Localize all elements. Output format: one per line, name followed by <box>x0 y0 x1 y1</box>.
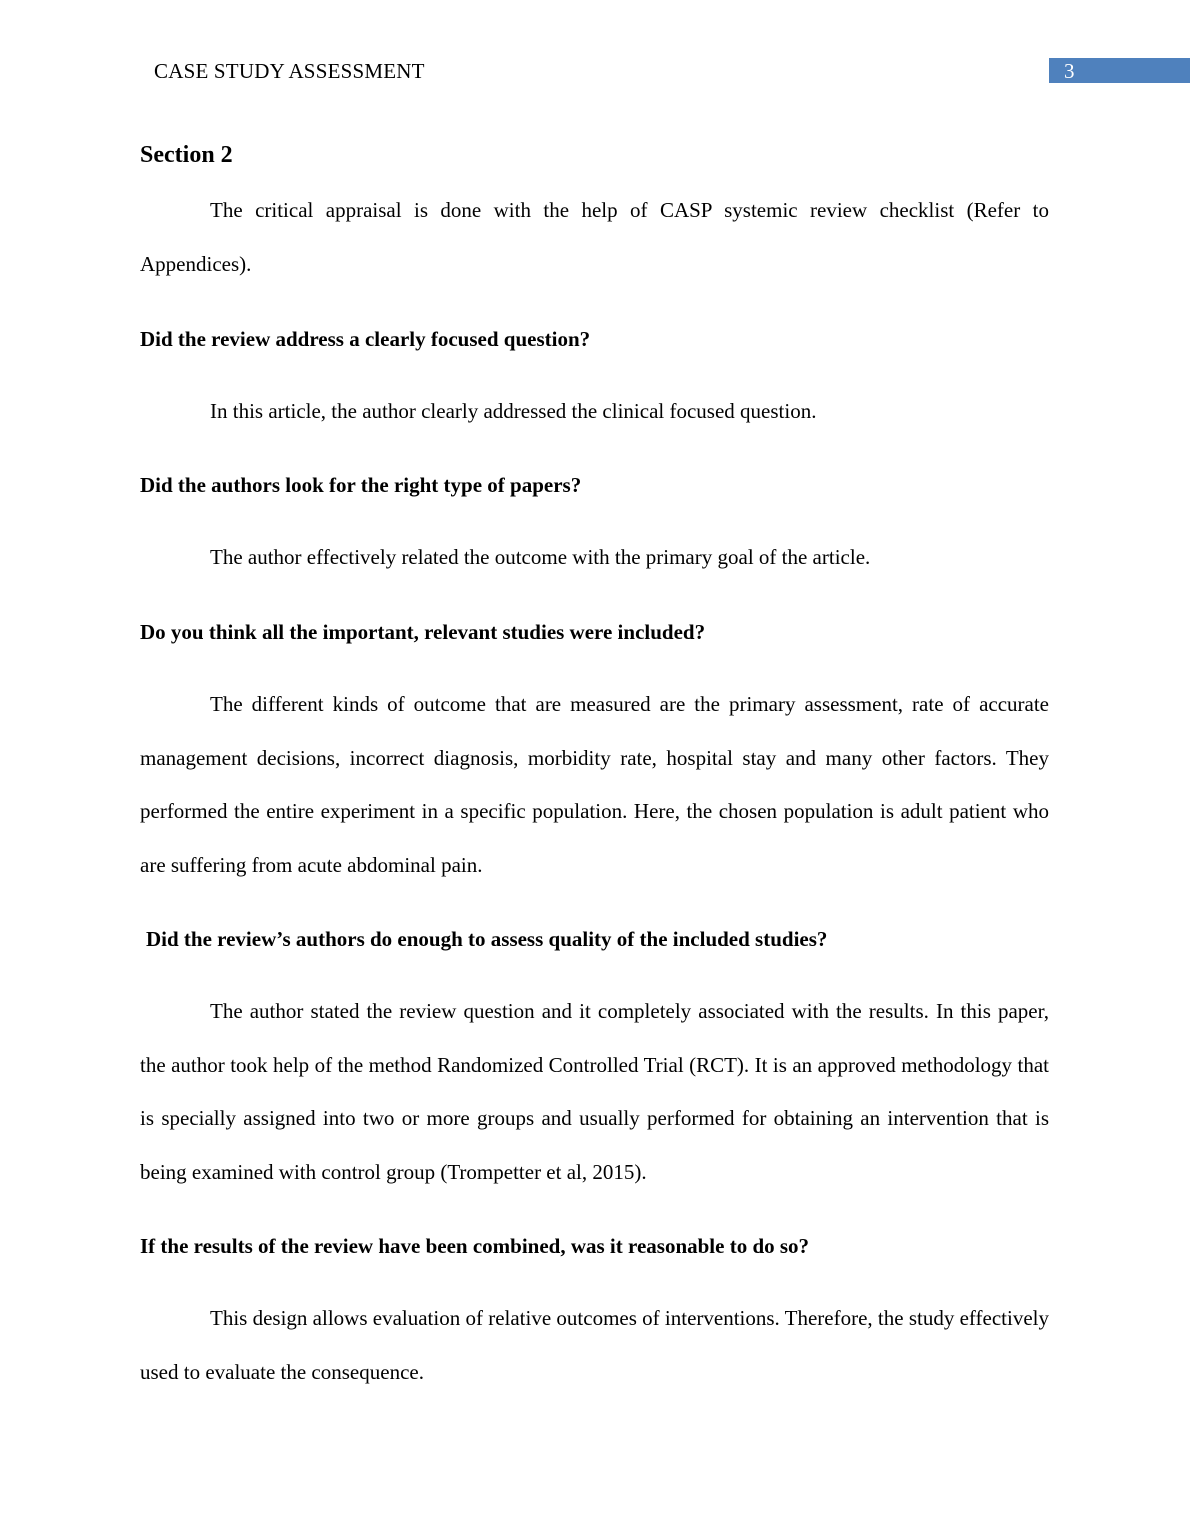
answer-1: In this article, the author clearly addressed the clinical focused question. <box>210 399 817 423</box>
page-number: 3 <box>1064 59 1075 83</box>
question-1: Did the review address a clearly focused question? <box>140 327 591 351</box>
answer-2: The author effectively related the outcome with the primary goal of the article. <box>210 545 871 569</box>
intro-paragraph: The critical appraisal is done with the help of CASP systemic review checklist (Refer to Appendices). <box>140 198 1049 276</box>
answer-4: The author stated the review question and it completely associated with the results. In this paper, the author took help of the method Randomized Controlled Trial (RCT). It is an approved methodology that is specially assigned into two or more groups and usually performed for obtaining an intervention that is being examined with control group (Trompetter et al, 2015). <box>140 999 1049 1184</box>
running-title: CASE STUDY ASSESSMENT <box>154 59 425 83</box>
question-5: If the results of the review have been combined, was it reasonable to do so? <box>140 1234 810 1258</box>
question-4: Did the review’s authors do enough to assess quality of the included studies? <box>146 927 828 951</box>
question-2: Did the authors look for the right type of papers? <box>140 473 582 497</box>
answer-3: The different kinds of outcome that are measured are the primary assessment, rate of accurate management decisions, incorrect diagnosis, morbidity rate, hospital stay and many other factors. They performed the entire experiment in a specific population. Here, the chosen population is adult patient who are suffering from acute abdominal pain. <box>140 692 1049 877</box>
question-3: Do you think all the important, relevant studies were included? <box>140 620 706 644</box>
answer-5: This design allows evaluation of relative outcomes of interventions. Therefore, the study effectively used to evaluate the consequence. <box>140 1306 1049 1384</box>
section-heading: Section 2 <box>140 142 233 168</box>
